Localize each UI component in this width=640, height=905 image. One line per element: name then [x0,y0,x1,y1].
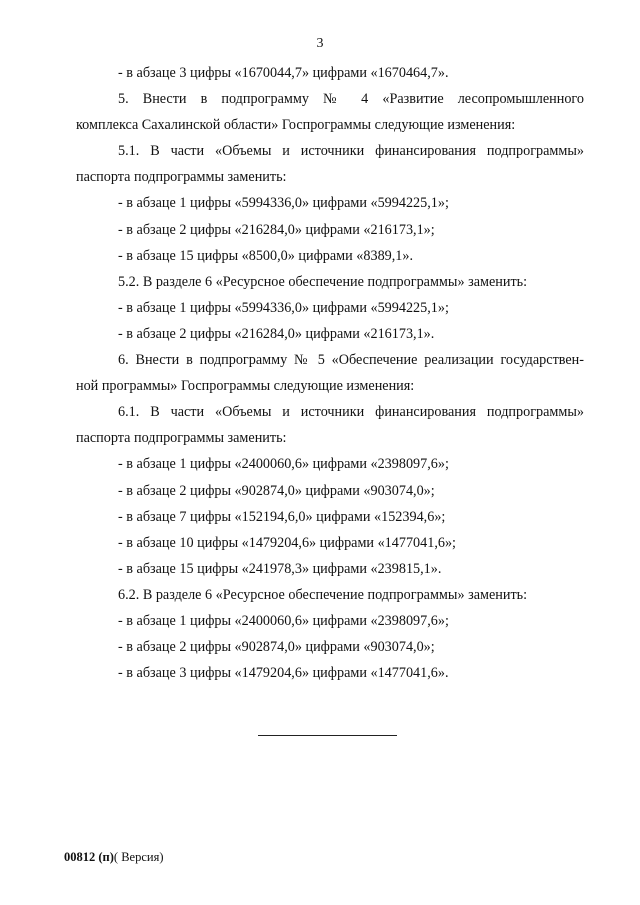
document-line: - в абзаце 1 цифры «5994336,0» цифрами «5994225,1»; [118,299,449,316]
document-line: - в абзаце 1 цифры «2400060,6» цифрами «2398097,6»; [118,612,449,629]
document-line: 6. Внести в подпрограмму № 5 «Обеспечение реализации государствен- [118,352,584,369]
document-line: - в абзаце 15 цифры «8500,0» цифрами «8389,1». [118,247,414,264]
page-number: 3 [316,36,324,51]
document-line: ной программы» Госпрограммы следующие изменения: [76,378,415,395]
document-line: - в абзаце 15 цифры «241978,3» цифрами «239815,1». [118,560,442,577]
document-line: - в абзаце 2 цифры «216284,0» цифрами «216173,1». [118,325,435,342]
document-line: 5.1. В части «Объемы и источники финансирования подпрограммы» [118,143,584,160]
document-line: - в абзаце 1 цифры «2400060,6» цифрами «2398097,6»; [118,456,449,473]
document-line: 6.1. В части «Объемы и источники финансирования подпрограммы» [118,404,584,421]
document-line: - в абзаце 3 цифры «1479204,6» цифрами «1477041,6». [118,665,449,682]
document-code: 00812 (п) [64,850,114,864]
document-line: - в абзаце 3 цифры «1670044,7» цифрами «1670464,7». [118,65,449,81]
document-version: ( Версия) [113,850,164,864]
document-line: - в абзаце 1 цифры «5994336,0» цифрами «5994225,1»; [118,195,449,212]
document-line: паспорта подпрограммы заменить: [76,430,287,447]
end-divider-line [258,735,397,736]
document-line: 6.2. В разделе 6 «Ресурсное обеспечение подпрограммы» заменить: [118,586,528,603]
document-line: - в абзаце 7 цифры «152194,6,0» цифрами «152394,6»; [118,508,446,525]
document-body [76,60,584,686]
document-line: 5. Внести в подпрограмму № 4 «Развитие лесопромышленного [118,91,584,108]
document-line: - в абзаце 2 цифры «216284,0» цифрами «216173,1»; [118,221,435,238]
document-footer [64,850,163,865]
document-line: - в абзаце 2 цифры «902874,0» цифрами «903074,0»; [118,482,435,499]
document-line: - в абзаце 2 цифры «902874,0» цифрами «903074,0»; [118,639,435,656]
document-line: 5.2. В разделе 6 «Ресурсное обеспечение подпрограммы» заменить: [118,273,528,290]
document-line: комплекса Сахалинской области» Госпрограммы следующие изменения: [76,117,516,134]
document-line: паспорта подпрограммы заменить: [76,169,287,186]
document-line: - в абзаце 10 цифры «1479204,6» цифрами «1477041,6»; [118,534,456,551]
